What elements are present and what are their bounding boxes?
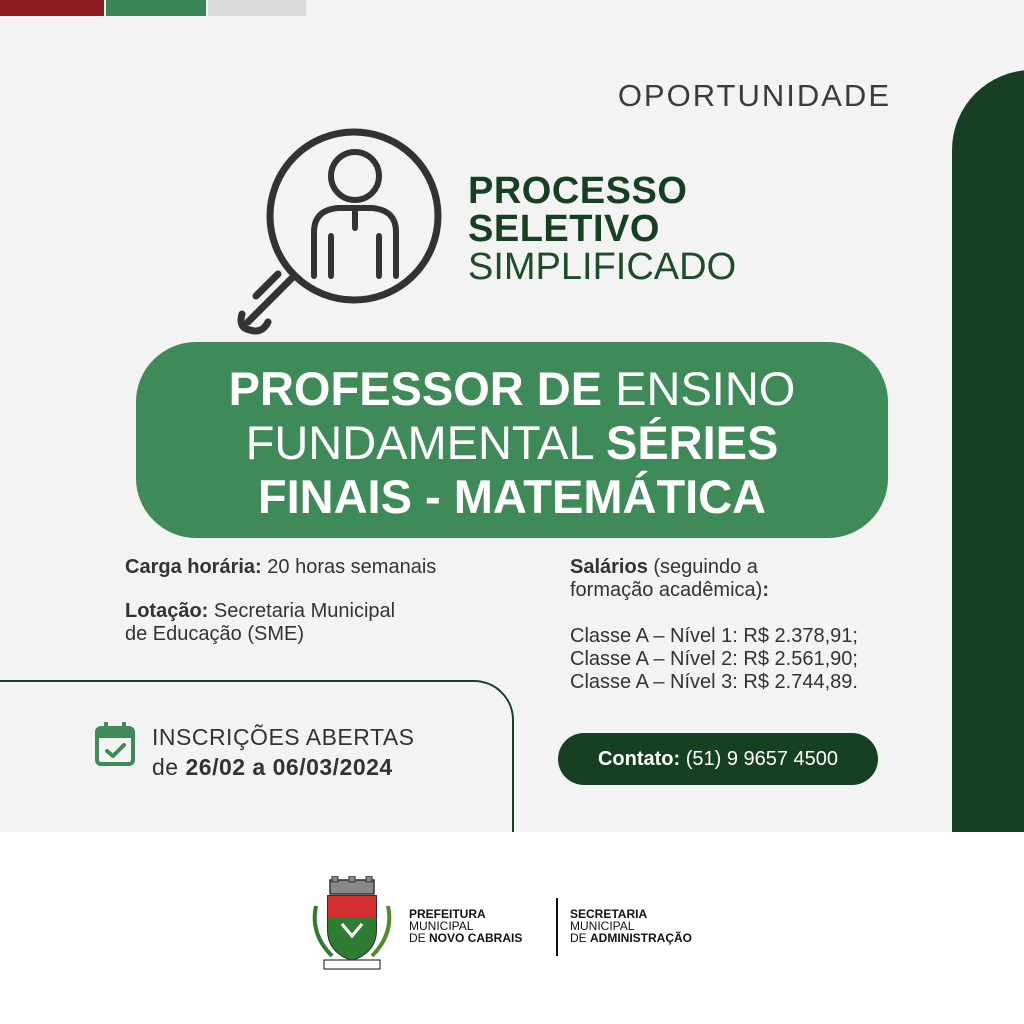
prefeitura-line-3-prefix: DE: [409, 931, 430, 945]
role-banner: [136, 342, 888, 538]
role-line-3-bold: FINAIS - MATEMÁTICA: [257, 470, 767, 523]
footer-divider: [556, 898, 558, 956]
salarios-label: Salários: [570, 556, 648, 578]
salary-levels: [570, 625, 858, 694]
prefeitura-line-3: [409, 932, 522, 944]
contact-label: Contato:: [597, 748, 681, 770]
role-line-3: [136, 470, 888, 524]
right-decorative-panel: [952, 70, 1024, 832]
footer: [0, 870, 1024, 980]
contact-phone: (51) 9 9657 4500: [680, 748, 839, 770]
secretaria-line-3-prefix: DE: [570, 931, 591, 945]
magnifier-person-icon: [228, 128, 448, 338]
role-line-1: [136, 362, 888, 416]
salarios: [570, 556, 769, 602]
title-line-simplificado: SIMPLIFICADO: [468, 246, 737, 288]
contact-pill[interactable]: [558, 733, 878, 785]
oportunidade-tag: OPORTUNIDADE: [617, 78, 891, 113]
calendar-check-icon: [95, 722, 135, 766]
salarios-note-2: formação acadêmica): [570, 579, 763, 601]
lotacao-value-1: Secretaria Municipal: [208, 600, 396, 622]
top-bar-green: [106, 0, 206, 16]
carga-label: Carga horária:: [125, 556, 262, 578]
lotacao-line-1: [125, 600, 395, 623]
lotacao: [125, 600, 395, 646]
salary-level-1: Classe A – Nível 1: R$ 2.378,91;: [570, 625, 858, 647]
role-line-1-bold: PROFESSOR DE: [228, 362, 603, 415]
top-bar-gray: [208, 0, 306, 16]
process-title: [468, 172, 736, 286]
secretaria-line-2: MUNICIPAL: [570, 919, 635, 933]
secretaria-label: [570, 908, 692, 944]
salarios-line-1: [570, 556, 769, 579]
salarios-colon: :: [762, 579, 769, 601]
title-line-seletivo: SELETIVO: [468, 208, 660, 250]
salarios-line-2: [570, 579, 769, 602]
lotacao-label: Lotação:: [125, 600, 209, 622]
prefeitura-line-1-text: PREFEITURA: [409, 907, 486, 921]
carga-value: 20 horas semanais: [261, 556, 437, 578]
registration-line-2: [152, 752, 415, 782]
carga-horaria: [125, 556, 436, 579]
role-line-2-normal: FUNDAMENTAL: [245, 416, 606, 469]
secretaria-line-3-bold: ADMINISTRAÇÃO: [590, 931, 693, 945]
role-line-2-bold: SÉRIES: [605, 416, 779, 469]
secretaria-line-1-text: SECRETARIA: [570, 907, 648, 921]
salary-level-2: Classe A – Nível 2: R$ 2.561,90;: [570, 648, 858, 670]
lotacao-line-2: de Educação (SME): [125, 623, 304, 645]
registration-line-1: INSCRIÇÕES ABERTAS: [152, 724, 415, 750]
municipal-crest-icon: [302, 876, 402, 972]
registration-period: [152, 722, 415, 782]
role-line-2: [136, 416, 888, 470]
prefeitura-line-2: MUNICIPAL: [409, 919, 474, 933]
registration-prefix: de: [152, 754, 186, 780]
secretaria-line-3: [570, 932, 692, 944]
prefeitura-line-3-bold: NOVO CABRAIS: [429, 931, 523, 945]
salary-level-3: Classe A – Nível 3: R$ 2.744,89.: [570, 671, 858, 693]
registration-dates: 26/02 a 06/03/2024: [185, 754, 393, 780]
title-line-processo: PROCESSO: [468, 170, 688, 212]
salarios-note-1: (seguindo a: [647, 556, 758, 578]
top-bar-red: [0, 0, 104, 16]
role-line-1-normal: ENSINO: [602, 362, 796, 415]
prefeitura-label: [409, 908, 522, 944]
